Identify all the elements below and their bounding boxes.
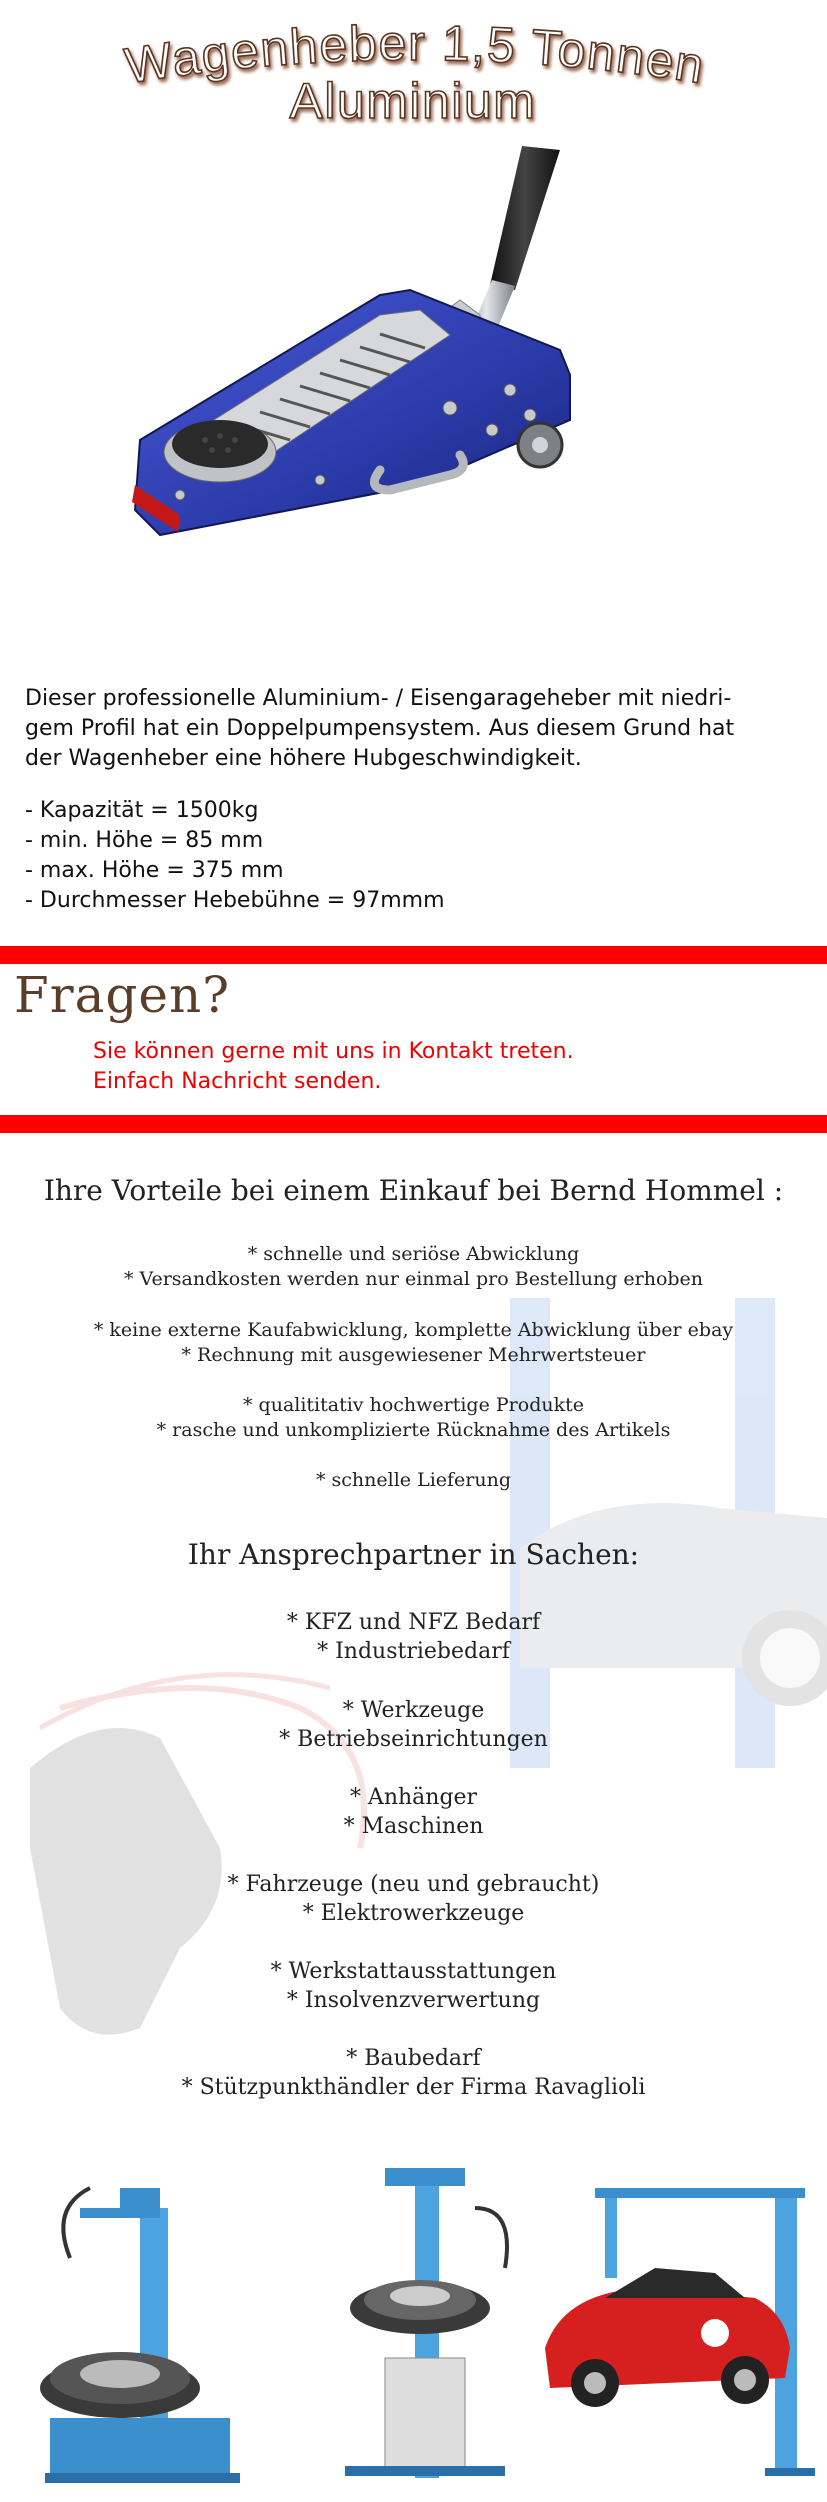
partner-item: * Werkstattausstattungen [270,1959,557,1984]
partner-group [0,1870,827,1928]
advantage-item: * Rechnung mit ausgewiesener Mehrwertsteuer [181,1344,646,1366]
partner-item: * Maschinen [343,1814,484,1839]
spec-item: - Durchmesser Hebebühne = 97mmm [25,888,445,913]
advantage-item: * Versandkosten werden nur einmal pro Bestellung erhoben [123,1268,704,1290]
car-jack-image [120,140,720,640]
partner-item: * Betriebseinrichtungen [279,1727,548,1752]
partner-item: * KFZ und NFZ Bedarf [286,1610,541,1635]
spec-item: - Kapazität = 1500kg [25,798,259,823]
red-divider-top [0,946,827,964]
partner-item: * Anhänger [349,1785,478,1810]
partner-group [0,1783,827,1841]
contact-line: Sie können gerne mit uns in Kontakt treten. [93,1039,574,1064]
partner-item: * Fahrzeuge (neu und gebraucht) [227,1872,600,1897]
red-divider-bottom [0,1115,827,1133]
advantage-item: * schnelle und seriöse Abwicklung [247,1243,580,1265]
partner-item: * Insolvenzverwertung [286,1988,541,2013]
contact-text [93,1037,574,1097]
product-description [25,684,785,774]
advantages-heading: Ihre Vorteile bei einem Einkauf bei Bernd Hommel : [43,1174,784,1207]
info-section [0,1148,827,2502]
partner-item: * Werkzeuge [342,1698,485,1723]
partner-group [0,1696,827,1754]
advantage-item: * keine externe Kaufabwicklung, komplette Abwicklung über ebay [93,1319,734,1341]
title-line2: Aluminium [289,73,537,129]
advantages-group [0,1242,827,1292]
spec-item: - min. Höhe = 85 mm [25,828,264,853]
car-lift-image [535,2148,827,2502]
description-line: der Wagenheber eine höhere Hubgeschwindigkeit. [25,746,582,771]
partner-item: * Elektrowerkzeuge [302,1901,525,1926]
description-line: Dieser professionelle Aluminium- / Eisengarageheber mit niedri- [25,686,732,711]
description-line: gem Profil hat ein Doppelpumpensystem. Aus diesem Grund hat [25,716,735,741]
partner-item: * Industriebedarf [317,1639,510,1664]
spec-list [25,796,785,916]
advantage-item: * schnelle Lieferung [315,1469,512,1491]
partner-group [0,1608,827,1666]
advantages-group [0,1468,827,1493]
partner-group [0,1957,827,2015]
partner-group [0,2044,827,2102]
advantages-group [0,1318,827,1368]
partner-item: * Baubedarf [346,2046,481,2071]
contact-heading: Fragen? [14,966,231,1024]
spec-item: - max. Höhe = 375 mm [25,858,284,883]
contact-partner-heading: Ihr Ansprechpartner in Sachen: [187,1538,640,1571]
wheel-balancer-image [325,2148,525,2502]
title-line1: Wagenheber 1,5 Tonnen [121,20,709,95]
contact-line: Einfach Nachricht senden. [93,1069,382,1094]
advantage-item: * rasche und unkomplizierte Rücknahme des Artikels [156,1419,671,1441]
tire-changer-image [30,2148,250,2502]
page-title [0,20,827,130]
advantages-group [0,1393,827,1443]
partner-item: * Stützpunkthändler der Firma Ravaglioli [181,2075,646,2100]
advantage-item: * qualititativ hochwertige Produkte [243,1394,584,1416]
